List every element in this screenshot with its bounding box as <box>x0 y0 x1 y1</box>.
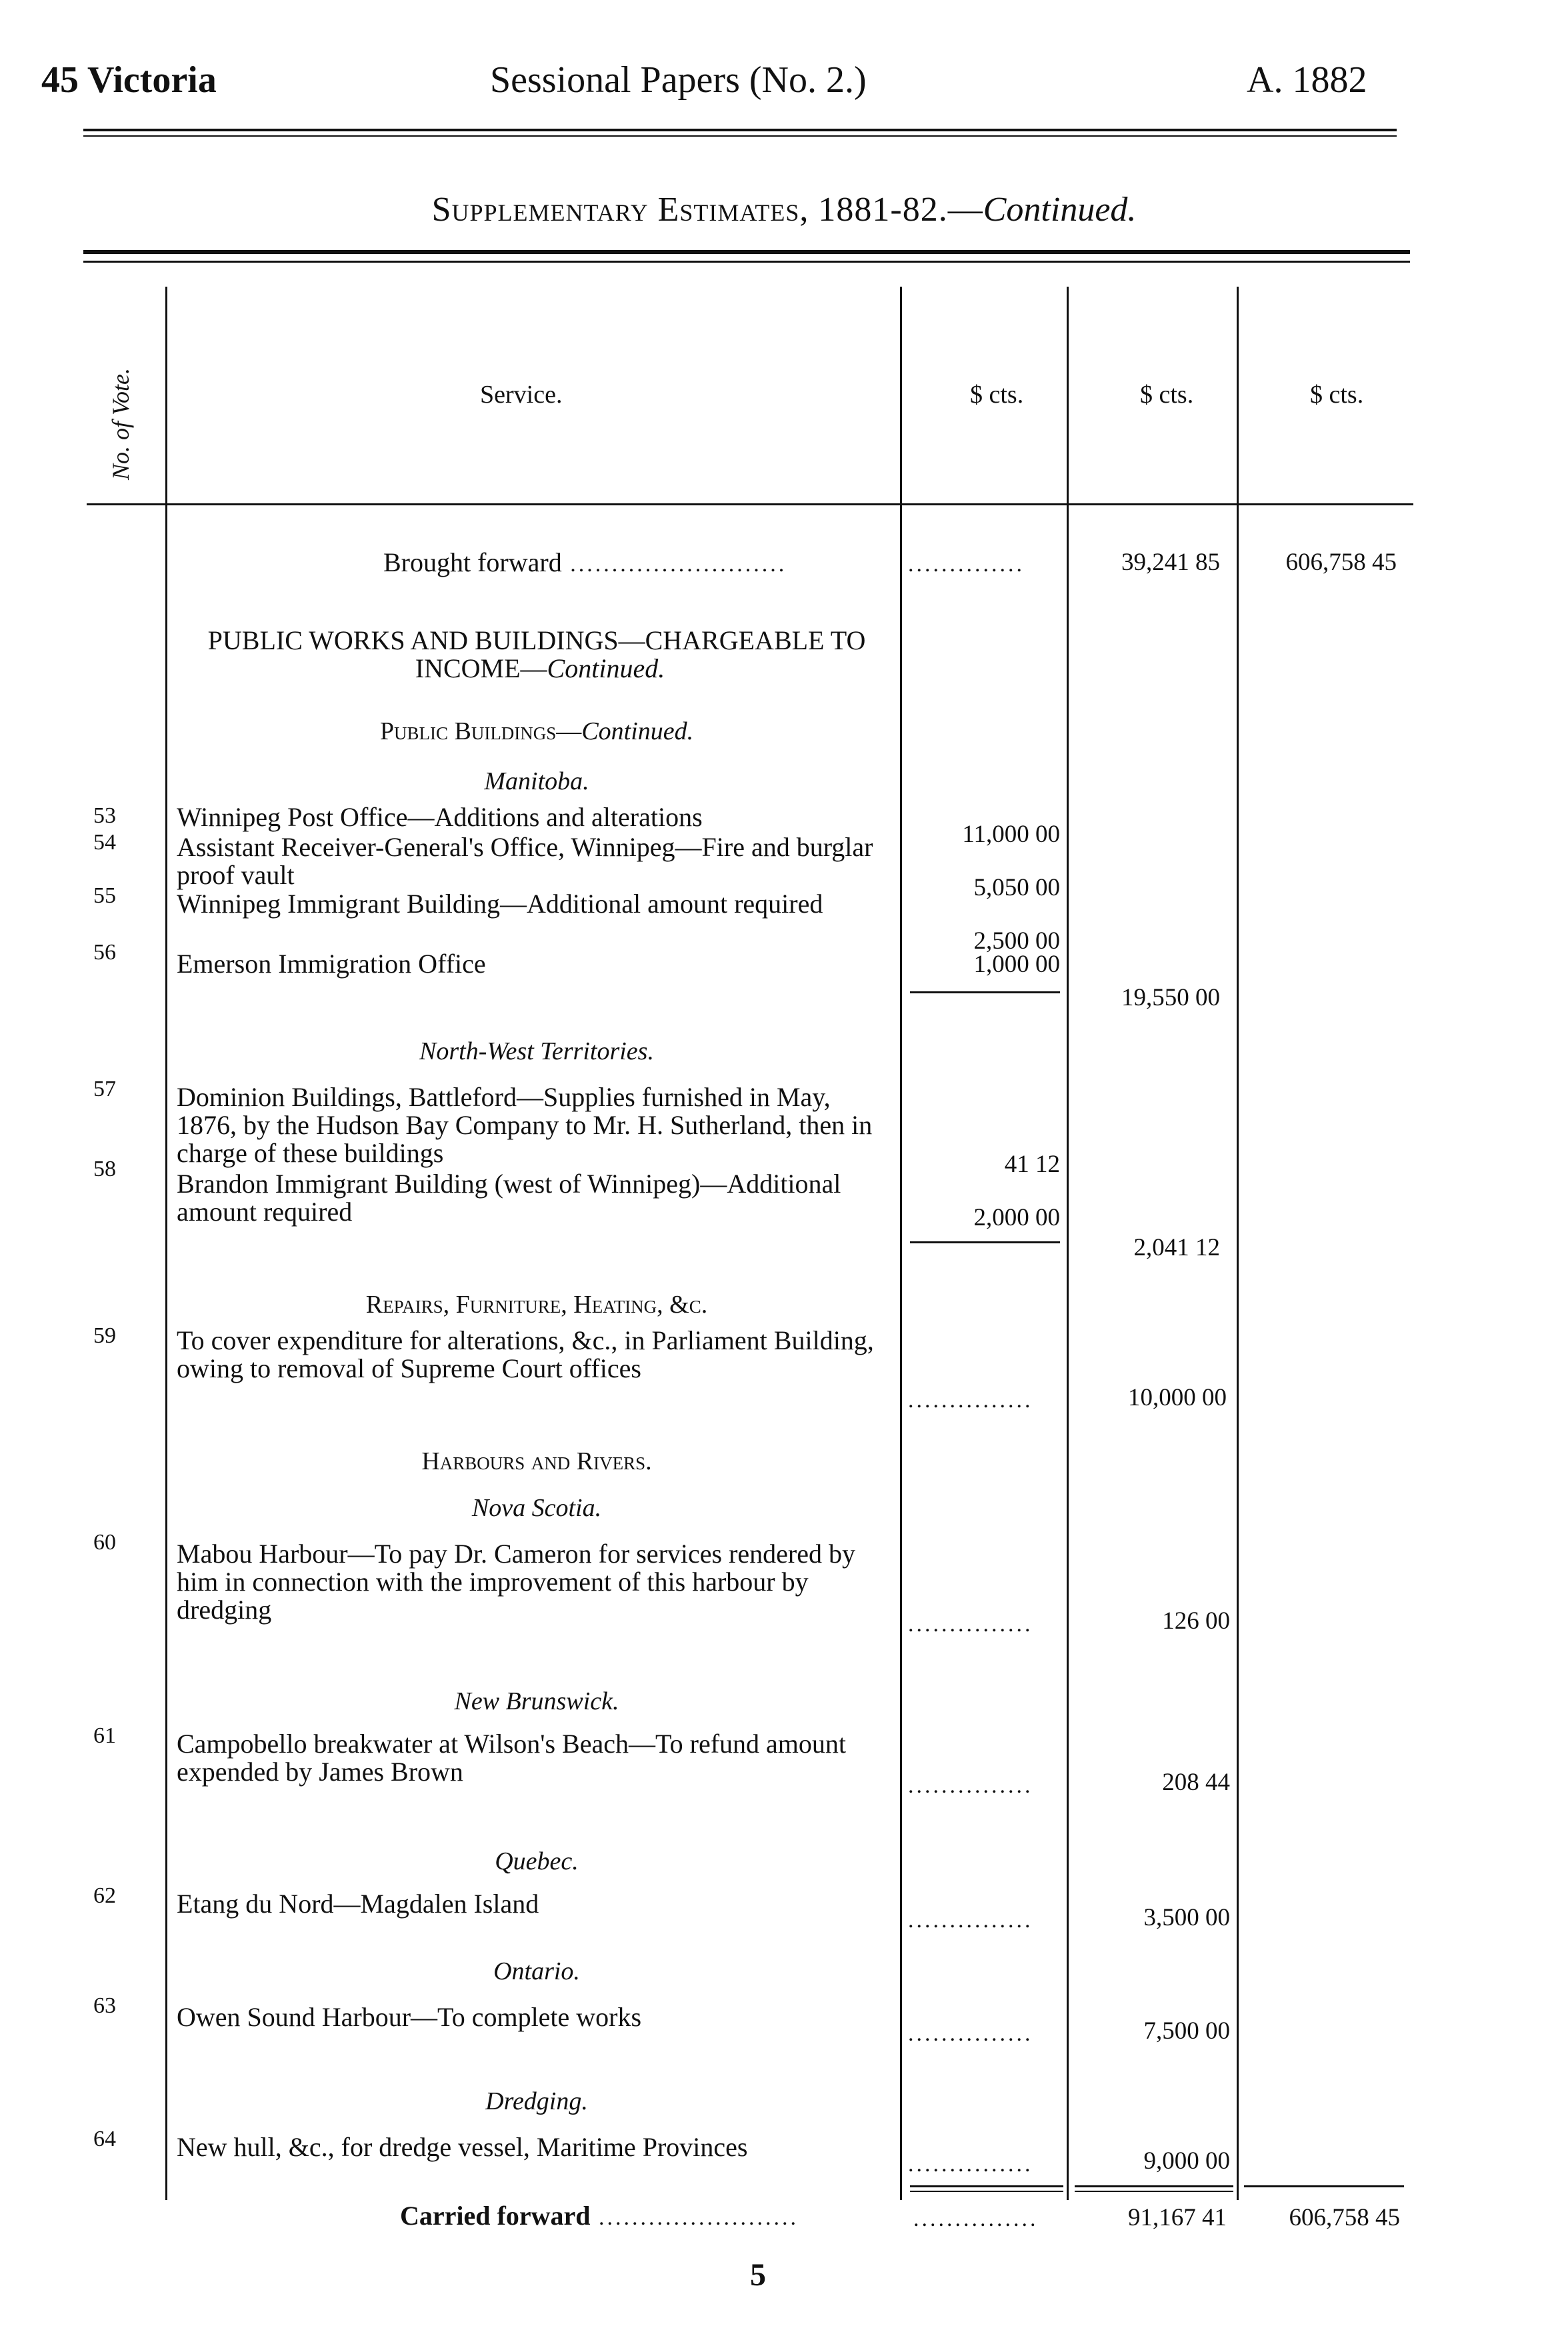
heading-dredging: Dredging. <box>485 2087 588 2115</box>
brought-forward-label: Brought forward .......................... <box>383 547 787 577</box>
heading-harbours: Harbours and Rivers. <box>421 1447 652 1475</box>
leader-dots: ............... <box>908 1388 1033 1413</box>
vote-number: 54 <box>93 830 116 855</box>
service-description: Assistant Receiver-General's Office, Winnipeg—Fire and burglar proof vault <box>177 832 873 890</box>
carried-forward-col3: 606,758 45 <box>1289 2204 1400 2231</box>
brought-forward-col3: 606,758 45 <box>1285 549 1397 576</box>
page-number: 5 <box>750 2257 766 2293</box>
service-description: To cover expenditure for alterations, &c., in Parliament Building, owing to removal of Supreme Court offices <box>177 1325 874 1383</box>
title-rule-thick <box>83 250 1410 254</box>
vote-number: 59 <box>93 1323 116 1348</box>
leader-dots: ............... <box>913 2207 1039 2231</box>
amount-col2: 10,000 00 <box>1128 1384 1227 1411</box>
vote-number: 62 <box>93 1883 116 1908</box>
heading-quebec: Quebec. <box>495 1847 579 1875</box>
amount-col2: 7,500 00 <box>1143 2017 1230 2045</box>
column-header-col3: $ cts. <box>1310 381 1364 409</box>
leader-dots: ............... <box>908 1773 1033 1798</box>
table-head-rule <box>87 503 1413 505</box>
leader-dots: ............... <box>908 1612 1033 1637</box>
amount-col1: 1,000 00 <box>973 951 1060 978</box>
vote-number: 55 <box>93 883 116 908</box>
heading-public-buildings: Public Buildings—Continued. <box>379 717 694 745</box>
amount-col1: 41 12 <box>1004 1151 1060 1178</box>
service-description: New hull, &c., for dredge vessel, Maritime Provinces <box>177 2132 748 2162</box>
title-rule-thin <box>83 261 1410 263</box>
carried-forward-col2: 91,167 41 <box>1128 2204 1227 2231</box>
heading-manitoba: Manitoba. <box>484 767 589 795</box>
amount-col2: 3,500 00 <box>1143 1904 1230 1931</box>
carried-rule-col2 <box>1075 2185 1233 2187</box>
amount-col1: 2,500 00 <box>973 927 1060 955</box>
brought-forward-col2: 39,241 85 <box>1121 549 1220 576</box>
page-title-main: Supplementary Estimates, 1881-82.— <box>431 191 983 229</box>
table-rule-vote <box>165 287 167 2200</box>
vote-number: 53 <box>93 803 116 828</box>
amount-col1: 11,000 00 <box>962 821 1060 848</box>
leader-dots: .............. <box>908 552 1025 577</box>
header-center: Sessional Papers (No. 2.) <box>490 59 867 101</box>
carried-rule-col3 <box>1244 2185 1404 2187</box>
header-right: A. 1882 <box>1247 59 1367 101</box>
page-title <box>0 190 1568 229</box>
leader-dots: ............... <box>908 1908 1033 1933</box>
column-header-col2: $ cts. <box>1140 381 1194 409</box>
column-header-service: Service. <box>480 381 563 409</box>
carried-forward-label: Carried forward ........................ <box>400 2201 799 2231</box>
service-description: Emerson Immigration Office <box>177 949 486 979</box>
amount-col2: 126 00 <box>1162 1607 1230 1635</box>
vote-number: 57 <box>93 1077 116 1101</box>
heading-ontario: Ontario. <box>493 1957 580 1985</box>
carried-rule-col1-2 <box>910 2191 1063 2192</box>
heading-new-brunswick: New Brunswick. <box>454 1687 619 1715</box>
subtotal-rule <box>910 991 1060 993</box>
table-rule-col1 <box>1067 287 1069 2200</box>
heading-nova-scotia: Nova Scotia. <box>471 1494 602 1522</box>
service-description: Winnipeg Immigrant Building—Additional amount required <box>177 889 823 919</box>
vote-number: 63 <box>93 1993 116 2018</box>
header-rule-top <box>83 129 1397 131</box>
service-description: Brandon Immigrant Building (west of Winnipeg)—Additional amount required <box>177 1169 841 1227</box>
service-description: Mabou Harbour—To pay Dr. Cameron for services rendered by him in connection with the improvement of this harbour by dredging <box>177 1539 855 1625</box>
service-description: Owen Sound Harbour—To complete works <box>177 2002 642 2032</box>
vote-number: 61 <box>93 1723 116 1748</box>
carried-rule-col2-2 <box>1075 2191 1233 2192</box>
heading-repairs: Repairs, Furniture, Heating, &c. <box>365 1291 708 1319</box>
amount-col2: 208 44 <box>1162 1769 1230 1796</box>
carried-rule-col1 <box>910 2185 1063 2187</box>
column-header-vote: No. of Vote. <box>107 368 134 480</box>
leader-dots: ............... <box>908 2021 1033 2046</box>
header-left: 45 Victoria <box>41 59 217 101</box>
leader-dots: ............... <box>908 2152 1033 2177</box>
service-description: Winnipeg Post Office—Additions and alterations <box>177 802 703 832</box>
page-title-continued: Continued. <box>983 191 1137 229</box>
vote-number: 60 <box>93 1530 116 1555</box>
vote-number: 56 <box>93 940 116 965</box>
subtotal-manitoba: 19,550 00 <box>1121 984 1220 1011</box>
amount-col1: 2,000 00 <box>973 1204 1060 1231</box>
table-rule-service <box>900 287 902 2200</box>
service-description: Etang du Nord—Magdalen Island <box>177 1889 539 1919</box>
vote-number: 58 <box>93 1157 116 1181</box>
table-rule-col2 <box>1237 287 1239 2200</box>
subtotal-north-west: 2,041 12 <box>1133 1234 1220 1261</box>
heading-north-west-territories: North-West Territories. <box>419 1037 654 1065</box>
vote-number: 64 <box>93 2127 116 2151</box>
service-description: Dominion Buildings, Battleford—Supplies furnished in May, 1876, by the Hudson Bay Company to Mr. H. Sutherland, then in charge of these buildings <box>177 1082 873 1168</box>
amount-col2: 9,000 00 <box>1143 2147 1230 2175</box>
header-rule-bottom <box>83 135 1397 137</box>
column-header-col1: $ cts. <box>970 381 1024 409</box>
heading-public-works: PUBLIC WORKS AND BUILDINGS—CHARGEABLE TO INCOME—Continued. <box>207 625 866 683</box>
amount-col1: 5,050 00 <box>973 874 1060 901</box>
subtotal-rule <box>910 1241 1060 1243</box>
service-description: Campobello breakwater at Wilson's Beach—To refund amount expended by James Brown <box>177 1729 847 1787</box>
